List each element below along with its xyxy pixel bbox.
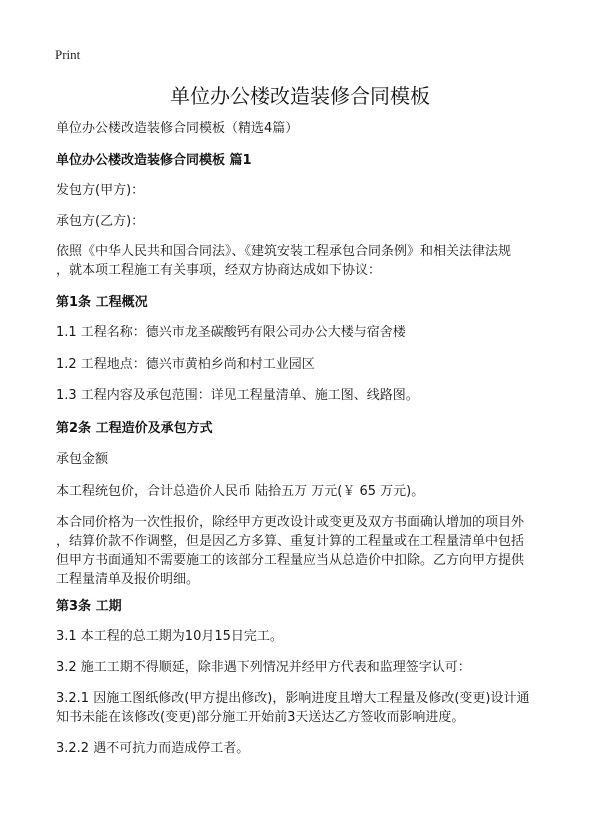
item-3-2-1-line: 知书未能在该修改(变更)部分施工开始前3天送达乙方签收而影响进度。 (56, 710, 465, 725)
article1-item: 1.3 工程内容及承包范围：详见工程量清单、施工图、线路图。 (56, 388, 419, 403)
item-3-2-1-line: 3.2.1 因施工图纸修改(甲方提出修改)，影响进度且增大工程量及修改(变更)设计通 (56, 691, 530, 706)
price-note-paragraph (56, 513, 576, 589)
price-line: 本工程统包价，合计总造价人民币 陆拾五万 万元(￥ 65 万元)。 (56, 484, 425, 499)
contract-amount-label: 承包金额 (56, 452, 109, 467)
party-a-line: 发包方(甲方)： (56, 183, 145, 198)
price-note-line: 工程量清单及报价明细。 (56, 572, 200, 587)
article2-heading: 第2条 工程造价及承包方式 (56, 421, 213, 436)
article3-item-3-2: 3.2 施工工期不得顺延，除非遇下列情况并经甲方代表和监理签字认可： (56, 660, 471, 675)
document-title: 单位办公楼改造装修合同模板 (170, 84, 430, 108)
article3-heading: 第3条 工期 (56, 599, 122, 614)
price-note-line: 本合同价格为一次性报价，除经甲方更改设计或变更及双方书面确认增加的项目外 (56, 515, 525, 530)
article3-item-3-2-2: 3.2.2 遇不可抗力而造成停工者。 (56, 741, 250, 756)
section-heading: 单位办公楼改造装修合同模板 篇1 (56, 153, 252, 168)
article3-item-3-2-1 (56, 689, 576, 727)
party-b-line: 承包方(乙方)： (56, 214, 145, 229)
intro-line: 依照《中华人民共和国合同法》、《建筑安装工程承包合同条例》和相关法律法规 (56, 244, 512, 259)
intro-paragraph (56, 242, 576, 280)
article1-item: 1.1 工程名称：德兴市龙圣碳酸钙有限公司办公大楼与宿舍楼 (56, 325, 406, 340)
article3-item-3-1: 3.1 本工程的总工期为10月15日完工。 (56, 629, 283, 644)
price-note-line: 但甲方书面通知不需要施工的该部分工程量应当从总造价中扣除。乙方向甲方提供 (56, 553, 525, 568)
article1-item: 1.2 工程地点：德兴市黄柏乡尚和村工业园区 (56, 357, 315, 372)
article1-heading: 第1条 工程概况 (56, 295, 148, 310)
document-subtitle: 单位办公楼改造装修合同模板（精选4篇） (56, 121, 299, 136)
price-note-line: ，结算价款不作调整，但是因乙方多算、重复计算的工程量或在工程量清单中包括 (56, 534, 525, 549)
intro-line: ，就本项工程施工有关事项，经双方协商达成如下协议： (56, 263, 382, 278)
print-label: Print (55, 47, 81, 62)
